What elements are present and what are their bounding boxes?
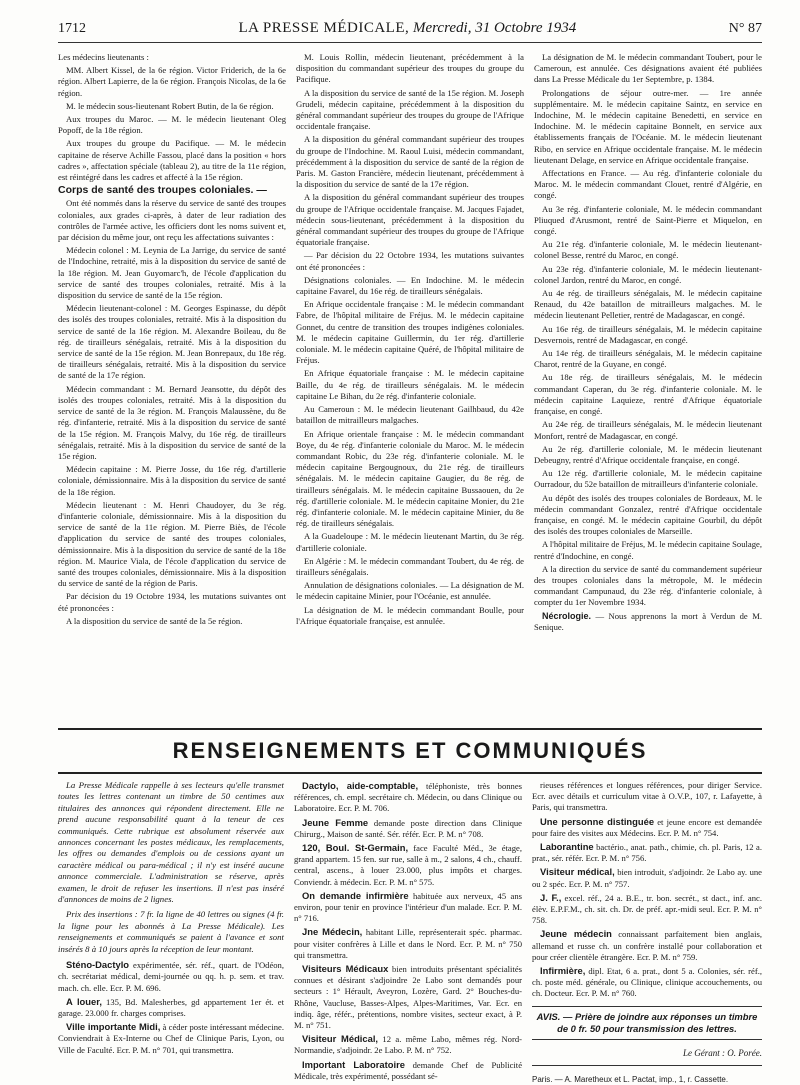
classified-ad — [294, 842, 522, 888]
classifieds-column-2 — [294, 780, 522, 1085]
paragraph: La désignation de M. le médecin commandant Toubert, pour le Cameroun, est annulée. Ces désignations avaient été publiées dans La Presse Médicale du 1er Septembre, p. 1384. — [534, 52, 762, 85]
paragraph: Au 21e rég. d'infanterie coloniale, M. le médecin lieutenant-colonel Besse, rentré du Maroc, en congé. — [534, 239, 762, 261]
classified-ad — [294, 926, 522, 961]
ad-text: bien introduit, s'adjoindr. 2e Labo ay. une ou 2 spéc. Ecr. P. M. n° 757. — [532, 867, 762, 889]
paragraph: Au 12e rég. d'artillerie coloniale, M. le médecin capitaine Ourradour, du 52e bataillon de mitrailleurs d'infanterie coloniale. — [534, 468, 762, 490]
ad-text: connaissant parfaitement bien anglais, allemand et russe ch. un confrère installé pour collaboration et pour créer clientèle étrangère. Ecr. P. M. n° 759. — [532, 929, 762, 962]
classified-ad — [294, 817, 522, 840]
classified-ad — [532, 841, 762, 864]
classifieds-column-3 — [532, 780, 762, 1085]
ad-text: demande poste direction dans Clinique Chirurg., Maison de santé. Sér. référ. Ecr. P. M. n° 708. — [294, 817, 522, 839]
paragraph: En Afrique équatoriale française : M. le médecin capitaine Baille, du 4e rég. de tirailleurs sénégalais. M. le médecin capitaine Le Bihan, du 2e rég. d'infanterie coloniale. — [296, 368, 524, 401]
paragraph: Les médecins lieutenants : — [58, 52, 149, 62]
ad-list — [532, 816, 762, 1000]
paragraph: Médecin colonel : M. Leynia de La Jarrige, du service de santé de l'Indochine, retraité, mis à la disposition du service de santé de la 18e région. M. Jean Guyomarc'h, de l'école d'application du service de santé des troupes coloniales, retraité. Mis à la disposition du service de santé de la 15e région. — [58, 245, 286, 301]
paragraph: Au 3e rég. d'infanterie coloniale, M. le médecin commandant Pliuqued d'Arusmont, rentré de Saint-Pierre et Miquelon, en congé. — [534, 203, 762, 237]
intro-paragraph: Prix des insertions : 7 fr. la ligne de 40 lettres ou signes (4 fr. la ligne pour les abonnés à La Presse Médicale). Les renseignements et communiqués se paient à l'avance et sont insérés 8 à 10 jours après la réception de leur montant. — [58, 909, 284, 954]
classified-ad — [532, 866, 762, 889]
ad-lead: Sténo-Dactylo — [66, 959, 130, 971]
column-1 — [58, 52, 286, 712]
ad-text: demande Chef de Publicité Médicale, très expérimenté, possédant sé- — [294, 1059, 523, 1081]
ad-text: face Faculté Méd., 3e étage, grand appartem. 15 fen. sur rue, salle à m., 2 salons, 4 ch., chauff. central, ascens., à louer 23.000, plus impôts et charges. Conviendr. à médecin. Ecr. P. M. n° 575. — [294, 843, 523, 887]
ad-lead: A louer, — [66, 995, 102, 1007]
ad-text: dipl. Etat, 6 a. prat., dont 5 a. Colonies, sér. réf., ch. poste méd. générale, ou Clinique, clinique accouchements, ou ch. Docteur. Ecr. P. M. n° 760. — [532, 966, 762, 999]
paragraph: A la disposition du service de santé de la 15e région. M. Joseph Grudeli, médecin capitaine, précédemment à la disposition du général commandant supérieur des troupes du groupe de l'Afrique occidentale française. — [296, 87, 524, 132]
paragraph: Aux troupes du groupe du Pacifique. — M. le médecin capitaine de réserve Achille Fassou, placé dans la position « hors cadres », affectation spéciale (tableau 2), au titre de la 11e région, est réintégré dans les cadres et affecté à la 15e région. — [58, 138, 286, 183]
paragraph: Médecin commandant : M. Bernard Jeansotte, du dépôt des isolés des troupes coloniales, retraité. Mis à la disposition du service de santé de la 3e région. M. François Malaussène, du 8e rég. d'infanterie, retraité. Mis à la disposition du service de santé de la 15e région. M. François Malvy, du 16e rég. de tirailleurs sénégalais, retraité. Mis à la disposition du service de santé de la 15e région. — [58, 383, 286, 461]
ad-text: expérimentée, sér. réf., quart. de l'Odéon, ch. secrétariat médical, demi-journée ou qq. h. p. sem. et trav. mach. ch. elle. Ecr. P. M. 696. — [58, 960, 284, 993]
paragraph: En Algérie : M. le médecin commandant Toubert, du 4e rég. de tirailleurs sénégalais. — [296, 555, 524, 577]
ad-lead: On demande infirmière — [302, 889, 409, 901]
classified-ad — [294, 890, 522, 925]
ad-lead: Une personne distinguée — [540, 815, 655, 827]
manager-signature: Le Gérant : O. Porée. — [532, 1048, 762, 1066]
section-banner: RENSEIGNEMENTS ET COMMUNIQUÉS — [58, 728, 762, 774]
paragraph: M. Louis Rollin, médecin lieutenant, précédemment à la disposition du commandant supérieur des troupes du groupe du Pacifique. — [296, 52, 524, 85]
ad-lead: Ville importante Midi, — [66, 1021, 161, 1033]
ad-lead: Jeune médecin — [540, 928, 612, 940]
paragraph: Annulation de désignations coloniales. — La désignation de M. le médecin capitaine Minier, pour l'Océanie, est annulée. — [296, 580, 524, 602]
paragraph: Au 18e rég. de tirailleurs sénégalais, M. le médecin commandant Caperan, du 3e rég. d'infanterie coloniale. M. le médecin capitaine Laquieze, rentré d'Afrique équatoriale française, en congé. — [534, 372, 762, 417]
journal-title: LA PRESSE MÉDICALE, — [238, 20, 410, 36]
paragraph: A la disposition du général commandant supérieur des troupes du groupe de l'Indochine. M. Raoul Luisi, médecin commandant, précédemment à la disposition du service de santé de la région de Paris. M. Gaston Francière, médecin lieutenant, précédemment à la disposition du service de santé de la 17e région. — [296, 134, 524, 190]
classifieds-intro — [58, 780, 284, 955]
paragraph: Médecin capitaine : M. Pierre Josse, du 16e rég. d'artillerie coloniale, démissionnaire. Mis à la disposition du service de santé de la 18e région. — [58, 464, 286, 497]
paragraph: Au 16e rég. de tirailleurs sénégalais, M. le médecin capitaine Desvernois, rentré de Madagascar, en congé. — [534, 323, 762, 345]
paragraph: MM. Albert Kissel, de la 6e région. Victor Friderich, de la 6e région. Albert Lapierre, de la 6e région. François Nicolas, de la 6e région. — [58, 65, 286, 98]
paragraph: Au 14e rég. de tirailleurs sénégalais, M. le médecin capitaine Charot, rentré de la Guyane, en congé. — [534, 348, 762, 370]
obituary-text: — Nous apprenons la mort à Verdun de M. Senique. — [534, 610, 762, 632]
ad-lead: Dactylo, aide-comptable, — [302, 780, 419, 791]
column-3 — [534, 52, 762, 712]
ad-lead: Laborantine — [540, 841, 594, 853]
paragraph: — Par décision du 22 Octobre 1934, les mutations suivantes ont été prononcées : — [296, 250, 524, 272]
ad-lead: Visiteur médical, — [540, 866, 615, 878]
paragraph: A la direction du service de santé du commandement supérieur des troupes coloniales dans la métropole, M. le médecin commandant Campunaud, du 23e rég. d'infanterie coloniale, à compter du 1er Novembre 1934. — [534, 563, 762, 608]
paragraph: Au 24e rég. de tirailleurs sénégalais, M. le médecin lieutenant Monfort, rentré de Madagascar, en congé. — [534, 419, 762, 441]
paragraph: A la Guadeloupe : M. le médecin lieutenant Martin, du 3e rég. d'artillerie coloniale. — [296, 531, 524, 553]
ad-text: et jeune encore est demandée pour faire des visites aux Médecins. Ecr. P. M. n° 754. — [532, 816, 762, 838]
intro-paragraph: La Presse Médicale rappelle à ses lecteurs qu'elle transmet toutes les lettres contenant un timbre de 50 centimes aux titulaires des annonces qui répondent directement. Elle ne prend aucune responsabilité quant à la teneur de ces communiqués. Cette rubrique est absolument réservée aux annonces concernant les postes médicaux, les remplacements, les offres ou demandes d'emplois ou de cessions ayant un caractère médical ou para-médical ; il n'y est inséré aucune annonce commerciale. L'administration se réserve, après examen, le droit de refuser les insertions. Il n'est pas inséré d'annonces de moins de 2 lignes. — [58, 780, 284, 905]
ad-list — [58, 959, 284, 1056]
paragraph: Médecin lieutenant-colonel : M. Georges Espinasse, du dépôt des isolés des troupes coloniales, retraité. Mis à la disposition du service de santé de la 16e région. M. Alexandre Boileau, du 8e rég. de tirailleurs sénégalais, retraité. Mis à la disposition du service de santé de la 15e région. M. Jean Bonrepaux, du 18e rég. de tirailleurs sénégalais, retraité. Mis à la disposition du service de santé de la 17e région. — [58, 303, 286, 381]
obituary — [534, 611, 762, 633]
classified-ad — [58, 996, 284, 1019]
news-columns — [58, 52, 762, 712]
page-number: 1712 — [58, 21, 86, 36]
classified-ad — [532, 928, 762, 963]
paragraph: Au 4e rég. de tirailleurs sénégalais, M. le médecin capitaine Renaud, du 42e bataillon de mitrailleurs malgaches. M. le médecin lieutenant Pelletier, rentré de Madagascar, en congé. — [534, 288, 762, 321]
ad-text: bien introduits présentant spécialités connues et désirant s'adjoindre 2e Labo sont demandés pour secteurs : 1° Hérault, Aveyron, Lozère, Gard. 2° Bouches-du-Rhône, Vaucluse, Basses-Alpes, Alpes-Maritimes, Var. Ecr. en indiq. âge, référ., prétentions, nombre visites, secteur exact, à P. M. n° 751. — [294, 964, 522, 1031]
ad-text: bactério., anat. path., chimie, ch. pl. Paris, 12 a. prat., sér. référ. Ecr. P. M. n° 756. — [532, 842, 762, 864]
ad-lead: Visiteur Médical, — [302, 1033, 379, 1045]
classified-ad — [294, 963, 522, 1031]
ad-continuation: rieuses références et longues références, pour diriger Service. Ecr. avec détails et curriculum vitae à O.V.P., 107, r. Lafayette, à Paris, qui transmettra. — [532, 780, 762, 813]
classified-ad — [532, 892, 762, 927]
paragraph: A l'hôpital militaire de Fréjus, M. le médecin capitaine Soulage, rentré d'Indochine, en congé. — [534, 539, 762, 561]
ad-lead: 120, Boul. St-Germain, — [302, 842, 409, 854]
paragraph: Médecin lieutenant : M. Henri Chaudoyer, du 3e rég. d'infanterie coloniale, démissionnaire. Mis à la disposition du service de santé de la 11e région. M. Pierre Biès, de l'école d'application du service de santé des troupes coloniales, démissionnaire. Mis à la disposition du service de santé de la 18e région. M. Maurice Viala, de l'école d'application du service de santé des troupes coloniales, démissionnaire. Mis à la disposition du service de santé de la région de Paris. — [58, 499, 286, 589]
ad-lead: Jne Médecin, — [302, 926, 363, 938]
paragraph: Prolongations de séjour outre-mer. — 1re année supplémentaire. M. le médecin capitaine Saintz, en service en Indochine, M. le médecin capitaine Benedetti, en service en Indochine. M. le médecin capitaine Bonnelt, en service aux établissements français de l'Océanie. M. le médecin lieutenant Ribo, en service en Afrique occidentale française. M. le médecin lieutenant Delage, en service en Afrique occidentale française. — [534, 87, 762, 165]
masthead — [238, 20, 576, 37]
classified-ad — [294, 1059, 522, 1082]
classified-ad — [532, 816, 762, 839]
paragraph: Par décision du 19 Octobre 1934, les mutations suivantes ont été prononcées : — [58, 591, 286, 613]
paragraph: La désignation de M. le médecin commandant Boulle, pour l'Afrique équatoriale française, est annulée. — [296, 604, 524, 626]
printer-line: Paris. — A. Maretheux et L. Pactat, imp., 1, r. Cassette. — [532, 1074, 729, 1084]
paragraph: Au 2e rég. d'artillerie coloniale, M. le médecin lieutenant Debeugny, rentré d'Afrique occidentale française, en congé. — [534, 443, 762, 465]
classified-ad — [294, 780, 522, 815]
ad-text: habituée aux nerveux, 45 ans environ, pour tenir en province l'intérieur d'un malade. Ecr. P. M. n° 716. — [294, 890, 522, 924]
classified-ad — [58, 1021, 284, 1056]
paragraph: Ont été nommés dans la réserve du service de santé des troupes coloniales, aux grades ci-après, à dater de leur radiation des contrôles de l'armée active, les officiers dont les noms suivent et, par décision du même jour, ont reçu les affectations suivantes : — [58, 198, 286, 243]
paragraph: A la disposition du général commandant supérieur des troupes du groupe de l'Afrique occidentale française. M. Jacques Fajadet, médecin sous-lieutenant, précédemment à la disposition du général commandant supérieur des troupes du groupe de l'Afrique équatoriale française. — [296, 192, 524, 248]
paragraph: M. le médecin sous-lieutenant Robert Butin, de la 6e région. — [66, 100, 274, 111]
paragraph: Affectations en France. — Au rég. d'infanterie coloniale du Maroc. M. le médecin commandant Clouet, rentré d'Algérie, en congé. — [534, 168, 762, 201]
issue-date: Mercredi, 31 Octobre 1934 — [413, 20, 577, 36]
paragraph: Au Cameroun : M. le médecin lieutenant Gailhbaud, du 42e bataillon de mitrailleurs malgaches. — [296, 404, 524, 426]
issue-number: N° 87 — [728, 21, 762, 36]
paragraph: Aux troupes du Maroc. — M. le médecin lieutenant Oleg Popoff, de la 18e région. — [58, 114, 286, 136]
ad-text: à céder poste intéressant médecine. Conviendrait à Ex-Interne ou Chef de Clinique Paris, Lyon, ou Ville de Faculté. Ecr. P. M. n° 701, qui transmettra. — [58, 1022, 284, 1055]
paragraph: En Afrique occidentale française : M. le médecin commandant Fabre, de l'hôpital militaire de Fréjus. M. le médecin capitaine Gonnet, du centre de transition des troupes indigènes coloniales. M. le médecin capitaine Guillermin, du 1er rég. d'artillerie coloniale. M. le médecin capitaine Quéré, de l'hôpital militaire de Fréjus. — [296, 299, 524, 366]
ad-lead: Important Laboratoire — [302, 1058, 405, 1070]
ad-text: habitant Lille, représenterait spéc. pharmac. pour visiter confrères à Lille et dans le Nord. Ecr. P. M. n° 750 qui transmettra. — [294, 927, 522, 960]
classified-ad — [294, 1033, 522, 1056]
ad-lead: Visiteurs Médicaux — [302, 963, 389, 975]
paragraph: Au dépôt des isolés des troupes coloniales de Bordeaux, M. le médecin commandant Gonzalez, rentré d'Afrique occidentale française, en congé. M. le médecin capitaine Gourbil, du dépôt des isolés des troupes coloniales de Marseille. — [534, 492, 762, 537]
classifieds — [58, 780, 762, 1084]
classifieds-column-1 — [58, 780, 284, 1085]
paragraph: Désignations coloniales. — En Indochine. M. le médecin capitaine Favarel, du 16e rég. de tirailleurs sénégalais. — [296, 274, 524, 297]
ad-lead: J. F., — [540, 891, 562, 903]
classified-ad — [58, 959, 284, 994]
column-2 — [296, 52, 524, 712]
ad-text: excel. réf., 24 a. B.E., tr. bon. secrét., st dact., inf. anc. élèv. E.P.F.M., ch. sit. ch. Dr. de préf. apr.-midi seul. Ecr. P. M. n° 758. — [532, 892, 762, 926]
classified-ad — [532, 965, 762, 1000]
ad-text: 12 a. même Labo, mêmes rég. Nord-Normandie, s'adjoindr. 2e Labo. P. M. n° 752. — [294, 1034, 522, 1056]
ad-text: 135, Bd. Malesherbes, gd appartement 1er ét. et garage. 23.000 fr. charges comprises. — [58, 996, 284, 1018]
section-heading: Corps de santé des troupes coloniales. — — [58, 184, 267, 197]
paragraph: A la disposition du service de santé de la 5e région. — [66, 615, 243, 626]
ad-text: téléphoniste, très bonnes références, ch. empl. secrétaire ch. Médecin, ou dans Clinique ou Laboratoire. Ecr. P. M. 706. — [294, 781, 523, 814]
obituary-heading: Nécrologie. — [542, 610, 592, 621]
paragraph: Au 23e rég. d'infanterie coloniale, M. le médecin lieutenant-colonel Jardon, rentré du Maroc, en congé. — [534, 263, 762, 285]
stamp-notice: AVIS. — Prière de joindre aux réponses un timbre de 0 fr. 50 pour transmission des lettres. — [532, 1006, 762, 1040]
ad-lead: Jeune Femme — [302, 816, 369, 828]
ad-lead: Infirmière, — [540, 965, 586, 977]
page-header — [58, 20, 762, 43]
paragraph: En Afrique orientale française : M. le médecin commandant Boye, du 4e rég. d'infanterie coloniale du Maroc. M. le médecin commandant Robic, du 23e rég. d'infanterie coloniale. M. le médecin capitaine Bergougnoux, du 21e rég. de tirailleurs sénégalais. M. le médecin capitaine Gaugier, du 8e rég. de tirailleurs sénégalais. M. le médecin capitaine Bussaouen, du 2e rég. d'artillerie coloniale. M. le médecin capitaine Monier, du 21e rég. d'infanterie coloniale. M. le médecin capitaine Minier, du 8e rég. de tirailleurs sénégalais. — [296, 428, 524, 529]
ad-list — [294, 780, 522, 1082]
